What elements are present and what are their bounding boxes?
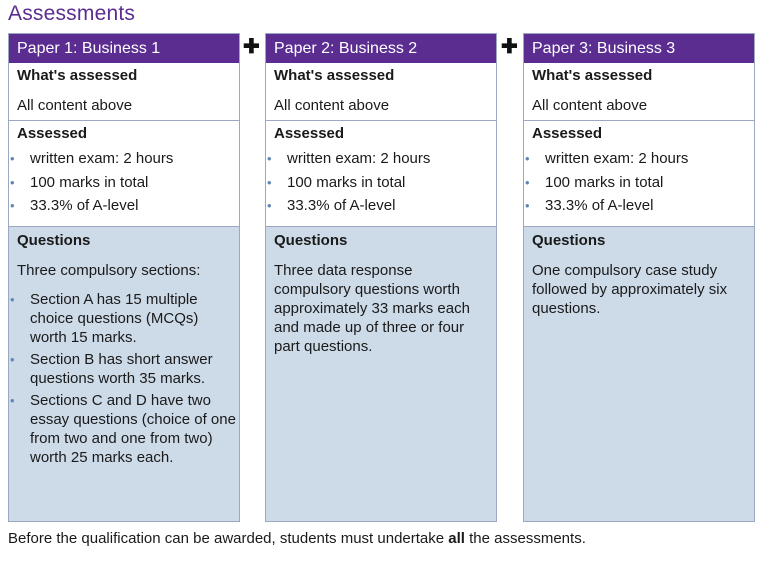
- list-item: [9, 350, 239, 388]
- section-label: Questions: [274, 232, 348, 249]
- list-item-text: 100 marks in total: [545, 173, 664, 191]
- assessed-list: [9, 147, 239, 218]
- list-item-text: 100 marks in total: [287, 173, 406, 191]
- paper-2-card: [265, 33, 497, 522]
- section-label: Questions: [532, 232, 606, 249]
- list-item: [266, 147, 496, 171]
- bullet-icon: •: [10, 174, 15, 190]
- list-item-text: Sections C and D have two essay questions (choice of one from two and one from two) worth 25 marks each.: [30, 392, 236, 466]
- list-item-text: written exam: 2 hours: [545, 150, 689, 167]
- assessed-list: [266, 147, 496, 218]
- section-text: All content above: [274, 97, 390, 114]
- section-text: All content above: [17, 97, 133, 114]
- list-item: [9, 194, 239, 218]
- whats-assessed-section: [524, 63, 754, 121]
- bullet-icon: •: [525, 174, 530, 190]
- plus-icon: ✚: [243, 36, 260, 58]
- list-item-text: Section A has 15 multiple choice questions (MCQs) worth 15 marks.: [30, 291, 199, 346]
- bullet-icon: •: [10, 198, 15, 213]
- list-item: [9, 147, 239, 171]
- questions-intro: Three compulsory sections:: [17, 262, 201, 279]
- section-label: What's assessed: [532, 67, 653, 84]
- plus-icon: ✚: [501, 36, 518, 58]
- paper-title: Paper 1: Business 1: [9, 34, 239, 63]
- bullet-icon: •: [10, 151, 15, 166]
- list-item-text: written exam: 2 hours: [30, 150, 174, 167]
- list-item-text: 33.3% of A-level: [545, 197, 654, 214]
- bullet-icon: •: [267, 151, 272, 166]
- questions-section: [524, 227, 754, 521]
- list-item: [9, 290, 239, 347]
- bullet-icon: •: [525, 151, 530, 166]
- list-item-text: 100 marks in total: [30, 173, 149, 191]
- list-item: [266, 194, 496, 218]
- questions-section: [266, 227, 496, 521]
- bullet-icon: •: [267, 174, 272, 190]
- section-label: Questions: [17, 232, 91, 249]
- assessed-section: [9, 121, 239, 227]
- list-item: [9, 171, 239, 195]
- section-label: Assessed: [17, 125, 88, 142]
- bullet-icon: •: [525, 198, 530, 213]
- assessed-section: [524, 121, 754, 227]
- bullet-icon: •: [267, 198, 272, 213]
- list-item: [524, 171, 754, 195]
- footer-text-bold: all: [448, 530, 465, 547]
- bullet-icon: •: [10, 352, 15, 367]
- footer-text-after: the assessments.: [464, 530, 586, 547]
- list-item: [524, 147, 754, 171]
- assessed-section: [266, 121, 496, 227]
- list-item-text: Section B has short answer questions worth 35 marks.: [30, 351, 213, 387]
- section-label: What's assessed: [17, 67, 138, 84]
- bullet-icon: •: [10, 292, 15, 307]
- section-label: Assessed: [532, 125, 603, 142]
- section-label: What's assessed: [274, 67, 395, 84]
- list-item: [266, 171, 496, 195]
- footer-text-before: Before the qualification can be awarded, students must undertake: [8, 530, 449, 547]
- paper-title: Paper 2: Business 2: [266, 34, 496, 63]
- whats-assessed-section: [9, 63, 239, 121]
- section-label: Assessed: [274, 125, 345, 142]
- paper-1-card: [8, 33, 240, 522]
- page-title: Assessments: [8, 2, 136, 25]
- list-item-text: 33.3% of A-level: [30, 197, 139, 214]
- section-text: All content above: [532, 97, 648, 114]
- whats-assessed-section: [266, 63, 496, 121]
- questions-intro: Three data response compulsory questions worth approximately 33 marks each and made up of three or four part questions.: [274, 262, 470, 355]
- footer-note: [8, 530, 586, 547]
- questions-section: [9, 227, 239, 521]
- questions-intro: One compulsory case study followed by approximately six questions.: [532, 262, 728, 317]
- assessed-list: [524, 147, 754, 218]
- questions-list: [9, 290, 239, 467]
- list-item-text: 33.3% of A-level: [287, 197, 396, 214]
- list-item: [524, 194, 754, 218]
- list-item: [9, 391, 239, 467]
- paper-3-card: [523, 33, 755, 522]
- paper-title: Paper 3: Business 3: [524, 34, 754, 63]
- bullet-icon: •: [10, 393, 15, 408]
- list-item-text: written exam: 2 hours: [287, 150, 431, 167]
